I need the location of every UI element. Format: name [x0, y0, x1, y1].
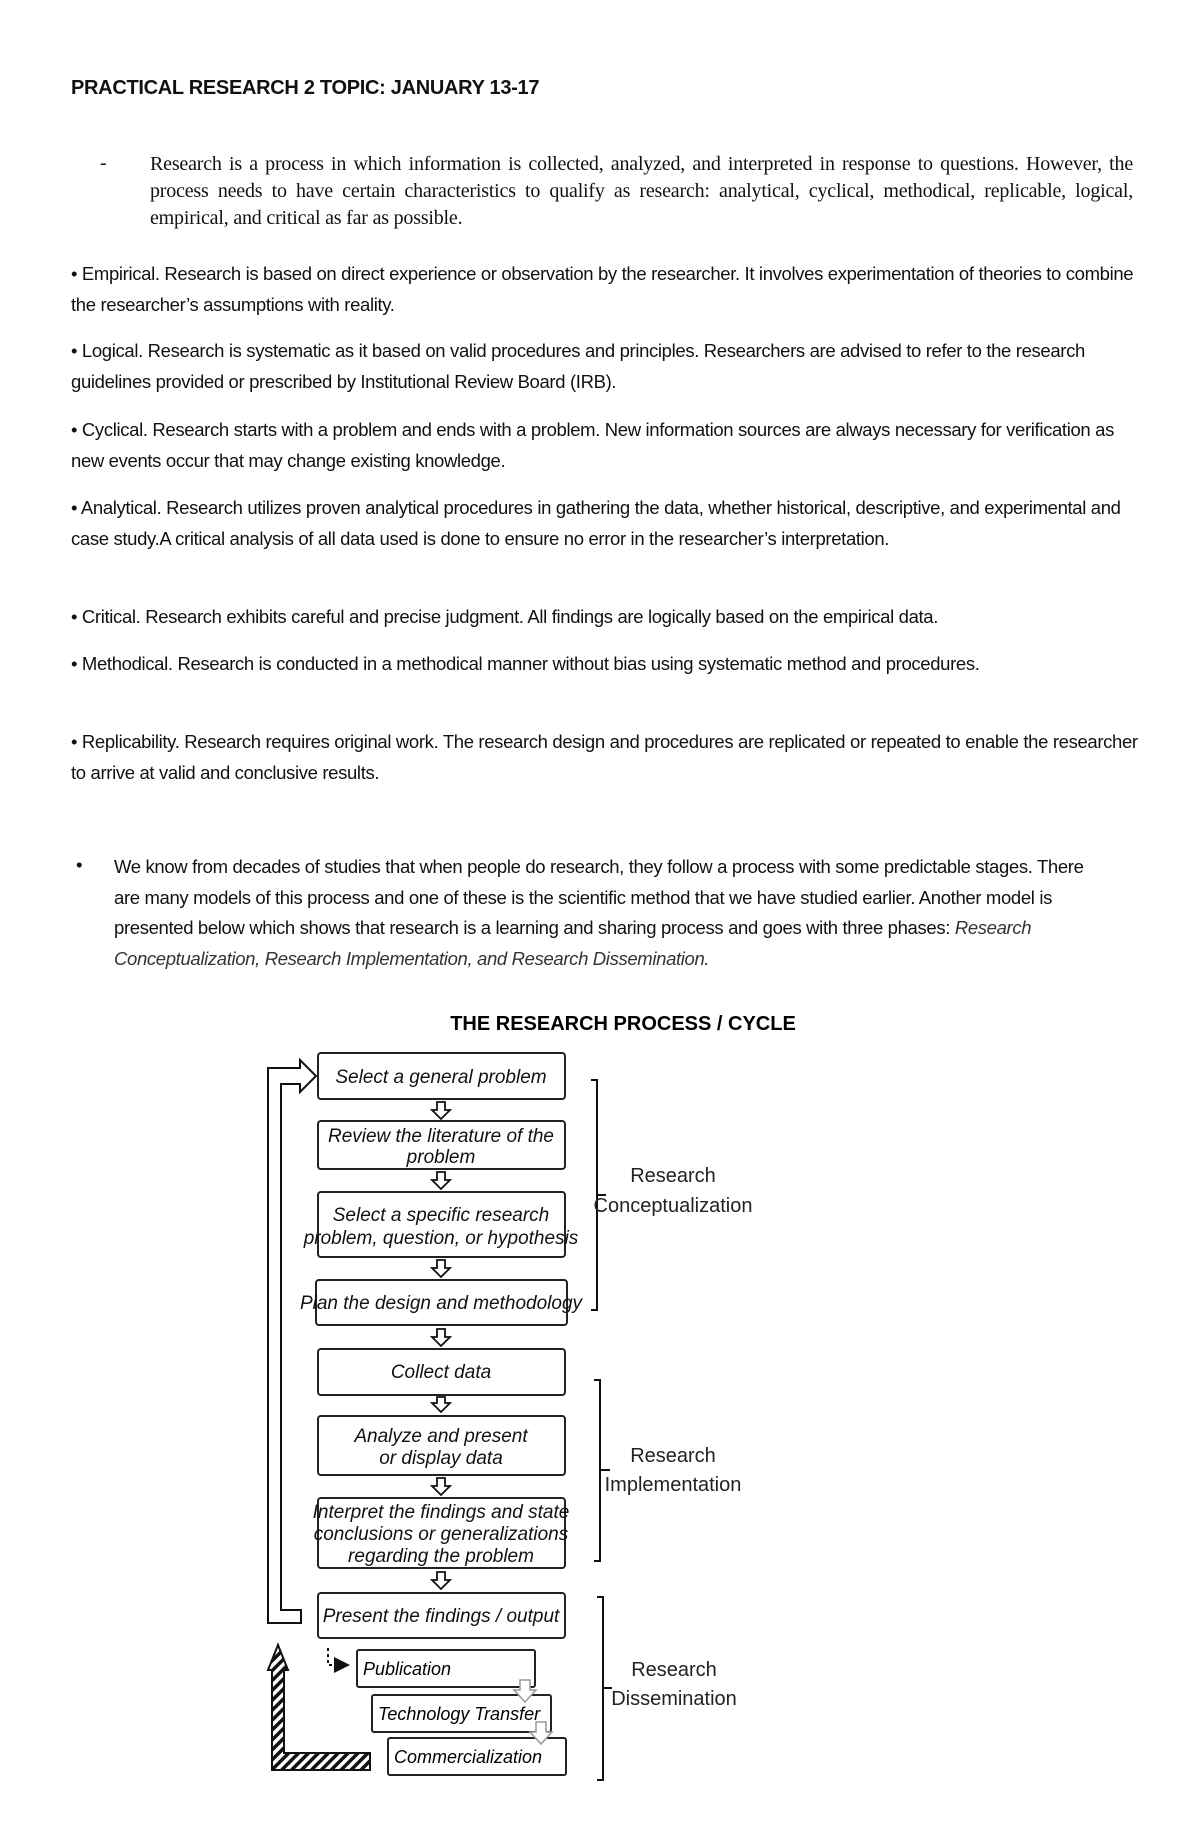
step-8	[318, 1593, 565, 1638]
phase-conceptualization	[594, 1165, 753, 1217]
svg-text:Research: Research	[630, 1445, 716, 1467]
output-publication	[357, 1650, 535, 1687]
down-arrow-icon	[432, 1172, 450, 1189]
loop-arrow	[268, 1060, 316, 1623]
characteristic-methodical: • Methodical. Research is conducted in a methodical manner without bias using systematic method and procedures.	[71, 653, 980, 674]
phase-brackets	[591, 1080, 612, 1780]
down-arrow-icon	[432, 1102, 450, 1119]
svg-text:Conceptualization: Conceptualization	[593, 1195, 753, 1217]
phase-dissemination	[611, 1659, 737, 1710]
characteristic-empirical: • Empirical. Research is based on direct experience or observation by the researcher. It involves experimentation of theories to combine the researcher’s assumptions with reality.	[71, 263, 1134, 315]
hatched-return-arrow	[268, 1645, 370, 1770]
dotted-arrow	[328, 1648, 346, 1665]
step-2	[318, 1121, 565, 1169]
svg-text:Present the findings / output: Present the findings / output	[322, 1606, 560, 1627]
down-arrow-icon	[432, 1572, 450, 1589]
characteristic-logical: • Logical. Research is systematic as it based on valid procedures and principles. Researchers are advised to refer to the research guidelines provided or prescribed by Institutional Review Board (IRB).	[71, 340, 1085, 392]
svg-text:conclusions or generalizations: conclusions or generalizations	[313, 1524, 569, 1545]
bracket-dissemination	[597, 1597, 612, 1780]
phase-implementation	[605, 1445, 742, 1496]
svg-text:Analyze and present: Analyze and present	[354, 1426, 528, 1447]
characteristic-analytical: • Analytical. Research utilizes proven analytical procedures in gathering the data, whether historical, descriptive, and experimental and case study.A critical analysis of all data used is done to ensure no error in the researcher’s interpretation.	[71, 497, 1121, 549]
svg-text:Commercialization: Commercialization	[394, 1747, 543, 1767]
svg-text:or display data: or display data	[379, 1448, 503, 1469]
svg-text:Implementation: Implementation	[604, 1474, 742, 1496]
model-text: We know from decades of studies that when people do research, they follow a process with some predictable stages. There are many models of this process and one of these is the scientific method that we have studied earlier. Another model is presented below which shows that research is a learning and sharing process and goes with three phases:	[114, 856, 1084, 938]
intro-paragraph: Research is a process in which information is collected, analyzed, and interpreted in response to questions. However, the process needs to have certain characteristics to qualify as research: analytical, cyclical, methodical, replicable, logical, empirical, and critical as far as possible.	[150, 153, 1133, 229]
svg-text:Interpret the findings and sta: Interpret the findings and state	[312, 1502, 570, 1523]
characteristic-critical: • Critical. Research exhibits careful and precise judgment. All findings are logically based on the empirical data.	[71, 606, 939, 627]
svg-text:regarding the problem: regarding the problem	[348, 1546, 534, 1567]
svg-text:problem: problem	[406, 1147, 476, 1168]
svg-text:Review the literature of the: Review the literature of the	[327, 1126, 555, 1147]
down-arrow-icon	[432, 1397, 450, 1412]
svg-text:Research: Research	[630, 1165, 716, 1187]
step-7	[313, 1498, 570, 1568]
svg-text:Select a specific research: Select a specific research	[332, 1205, 550, 1226]
svg-text:Collect data: Collect data	[390, 1362, 492, 1383]
svg-text:Dissemination: Dissemination	[611, 1688, 737, 1710]
diagram-title: THE RESEARCH PROCESS / CYCLE	[450, 1013, 796, 1035]
svg-text:problem, question, or hypothes: problem, question, or hypothesis	[303, 1228, 579, 1249]
svg-text:Select a general problem: Select a general problem	[335, 1067, 547, 1088]
down-arrow-icon	[432, 1329, 450, 1346]
step-4	[300, 1280, 584, 1325]
down-arrow-icon	[432, 1478, 450, 1495]
svg-text:Technology Transfer: Technology Transfer	[378, 1704, 541, 1724]
svg-text:Plan the design and methodolog: Plan the design and methodology	[299, 1293, 583, 1314]
bracket-implementation	[594, 1380, 610, 1561]
bullet: •	[76, 854, 83, 875]
step-5	[318, 1349, 565, 1395]
model-phases: Research Conceptualization, Research Implementation, and Research Dissemination.	[114, 917, 1032, 969]
down-arrow-icon	[432, 1260, 450, 1277]
step-3	[303, 1192, 579, 1257]
step-6	[318, 1416, 565, 1475]
svg-text:Research: Research	[631, 1659, 717, 1681]
svg-text:Publication: Publication	[363, 1659, 452, 1679]
output-commercialization	[388, 1738, 566, 1775]
characteristic-replicability: • Replicability. Research requires original work. The research design and procedures are replicated or repeated to enable the researcher to arrive at valid and conclusive results.	[71, 731, 1138, 783]
step-1	[318, 1053, 565, 1099]
dash-marker: -	[100, 152, 107, 174]
characteristic-cyclical: • Cyclical. Research starts with a problem and ends with a problem. New information sources are always necessary for verification as new events occur that may change existing knowledge.	[71, 419, 1114, 471]
page-title: PRACTICAL RESEARCH 2 TOPIC: JANUARY 13-17	[71, 77, 540, 99]
